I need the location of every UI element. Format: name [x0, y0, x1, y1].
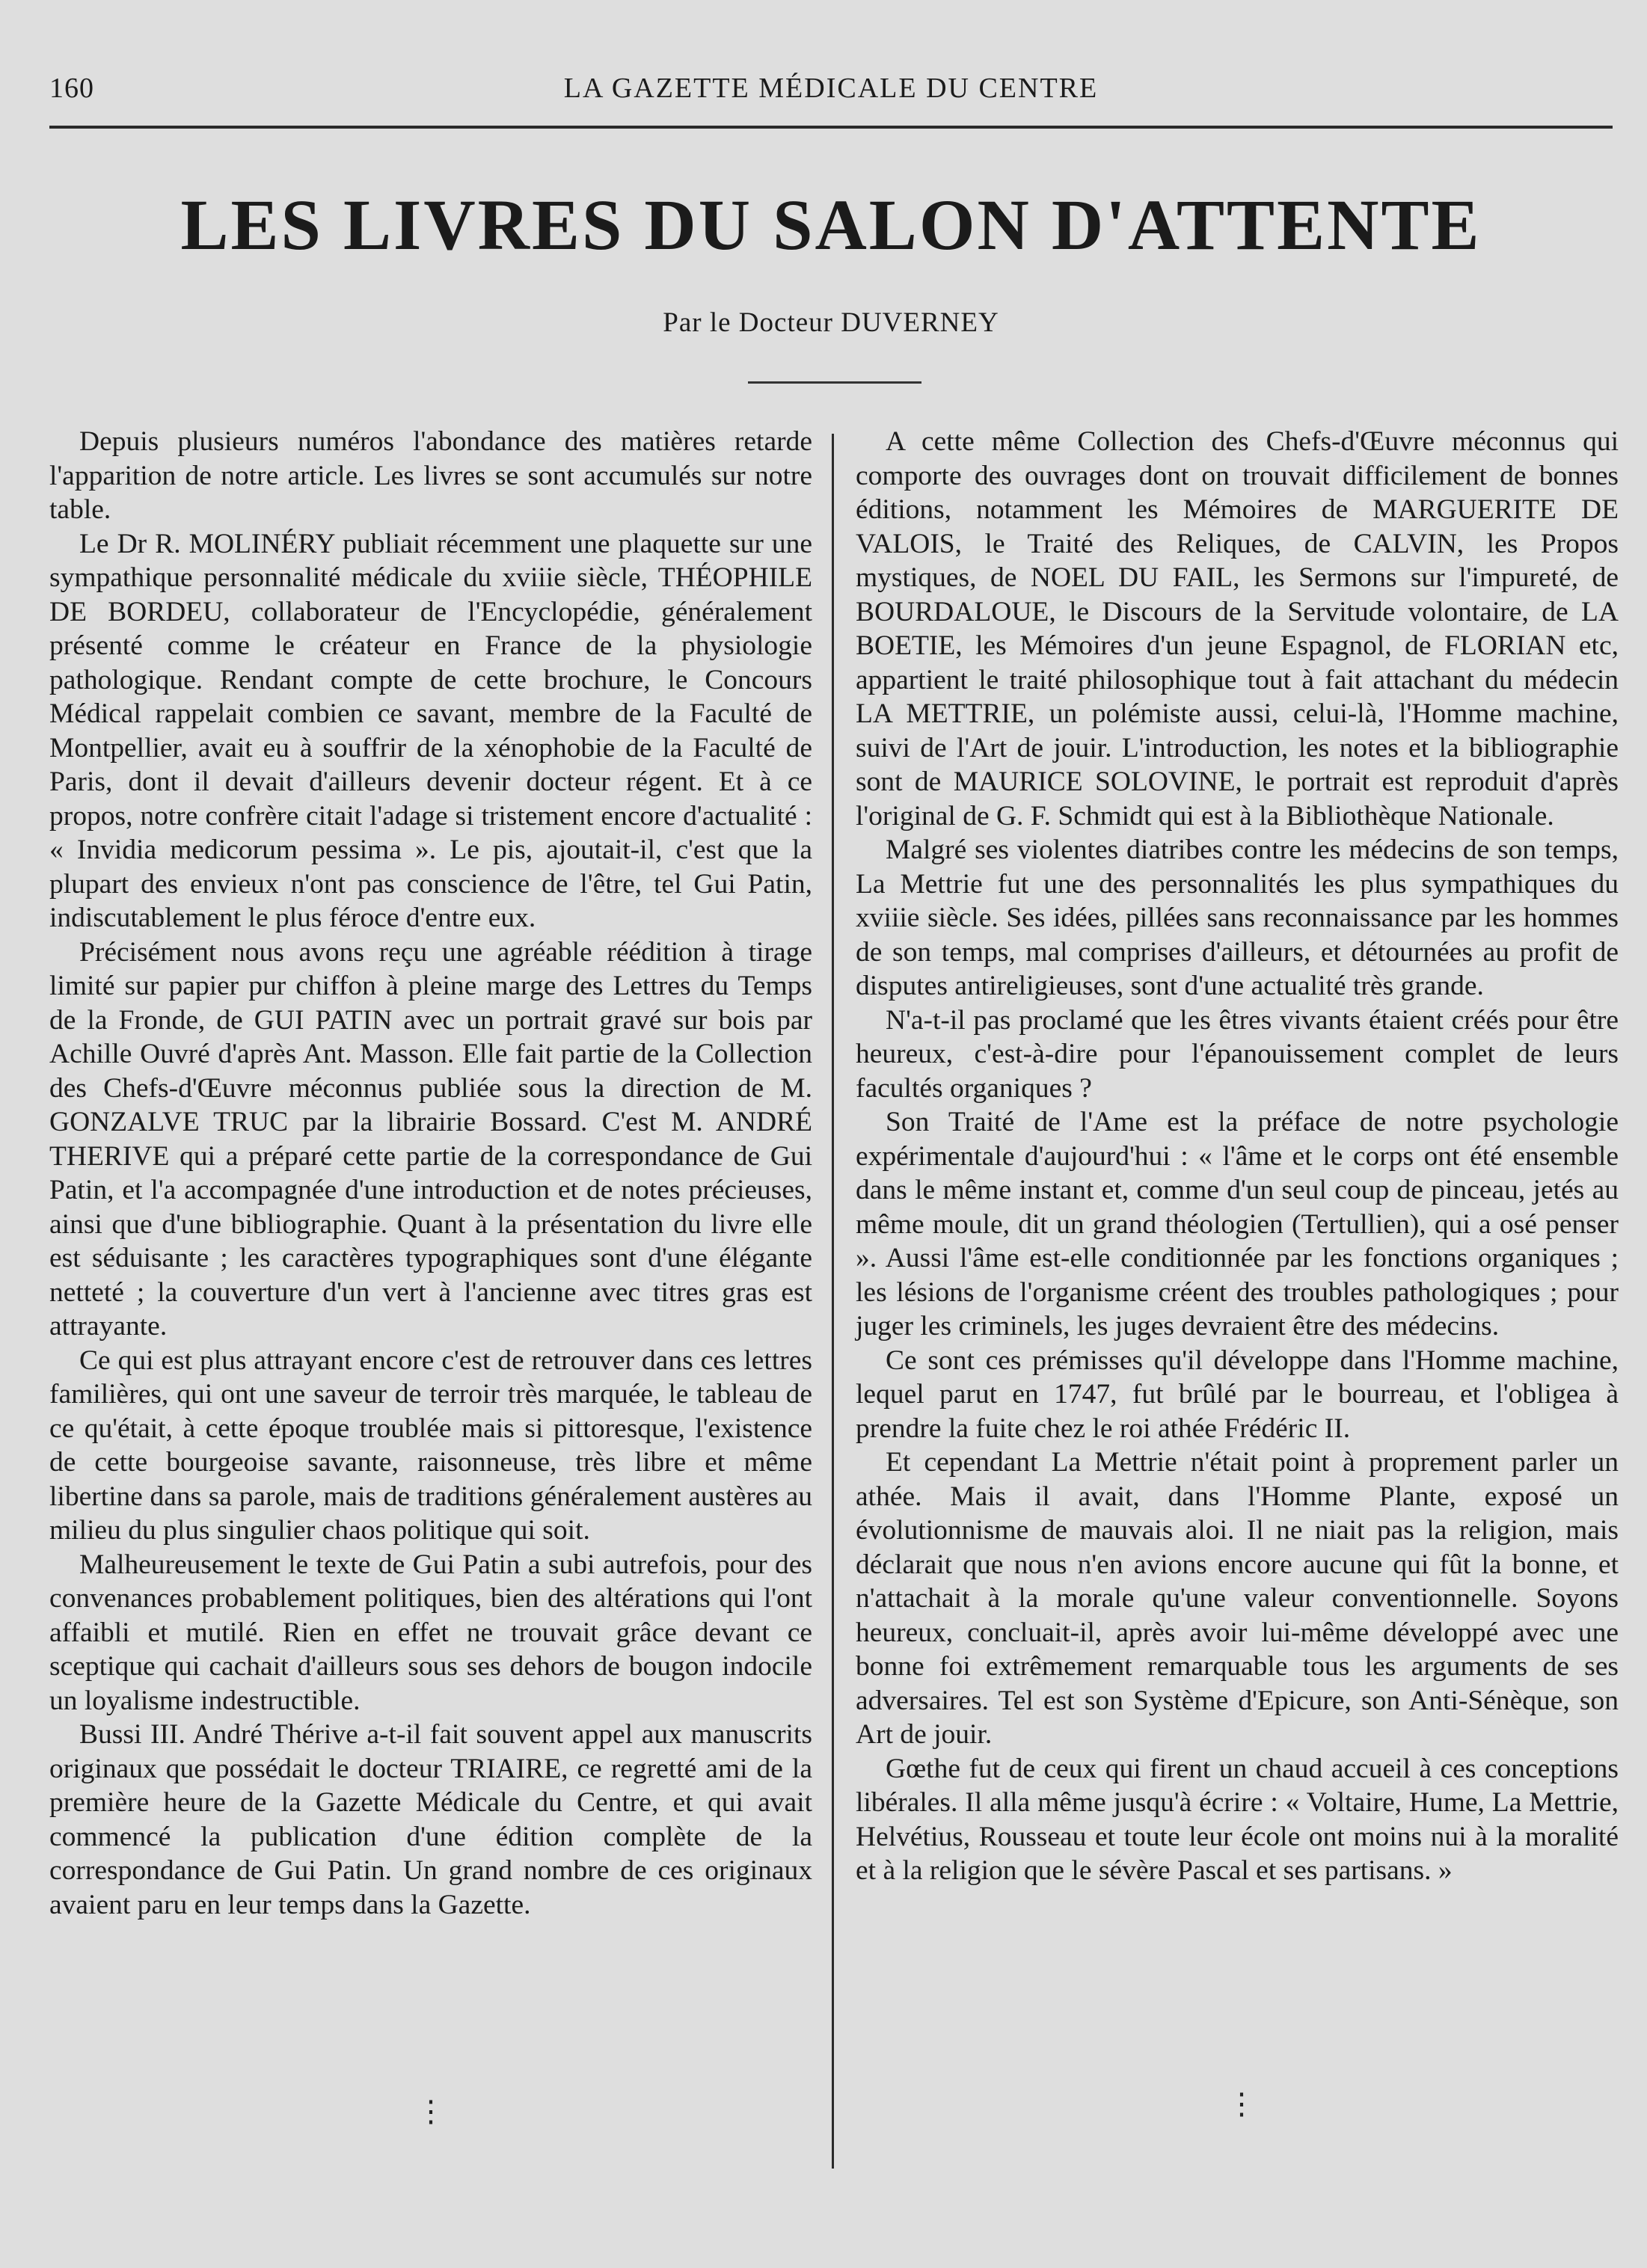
title-rule	[748, 381, 921, 384]
page-number: 160	[49, 73, 94, 104]
paragraph: Précisément nous avons reçu une agréable réédition à tirage limité sur papier pur chiffon à pleine marge des Lettres du Temps de la Fronde, de GUI PATIN avec un portrait gravé sur bois par Achille Ouvré d'après Ant. Masson. Elle fait partie de la Collection des Chefs-d'Œuvre méconnus publiée sous la direction de M. GONZALVE TRUC par la librairie Bossard. C'est M. ANDRÉ THERIVE qui a préparé cette partie de la correspondance de Gui Patin, et l'a accompagnée d'une introduction et de notes précieuses, ainsi que d'une bibliographie. Quant à la présentation du livre elle est séduisante ; les caractères typographiques sont d'une élégante netteté ; la couverture d'un vert à l'ancienne avec titres gras est attrayante.	[49, 936, 812, 1342]
article-title: LES LIVRES DU SALON D'ATTENTE	[180, 185, 1482, 265]
paragraph: Et cependant La Mettrie n'était point à proprement parler un athée. Mais il avait, dans l'Homme Plante, exposé un évolutionnisme de mauvais aloi. Il ne niait pas la religion, mais déclarait que nous n'en avions encore aucune qui fût la bonne, et n'attachait à la morale qu'une valeur conventionnelle. Soyons heureux, concluait-il, après avoir lui-même développé avec une bonne foi extrêmement remarquable tous les arguments de ses adversaires. Tel est son Système d'Epicure, son Anti-Sénèque, son Art de jouir.	[856, 1447, 1619, 1750]
paragraph: Malgré ses violentes diatribes contre les médecins de son temps, La Mettrie fut une des personnalités les plus sympathiques du xviiie siècle. Ses idées, pillées sans reconnaissance par les hommes de son temps, mal comprises d'ailleurs, et détournées au profit de disputes antireligieuses, sont d'une actualité très grande.	[856, 835, 1619, 1001]
paragraph: Ce sont ces prémisses qu'il développe dans l'Homme machine, lequel parut en 1747, fut brûlé par le bourreau, et l'obligea à prendre la fuite chez le roi athée Frédéric II.	[856, 1344, 1619, 1444]
article-byline: Par le Docteur DUVERNEY	[663, 307, 999, 338]
paragraph: Gœthe fut de ceux qui firent un chaud accueil à ces conceptions libérales. Il alla même jusqu'à écrire : « Voltaire, Hume, La Mettrie, Helvétius, Rousseau et toute leur école ont moins nui à la moralité et à la religion que le sévère Pascal et ses partisans. »	[856, 1753, 1619, 1886]
paragraph: N'a-t-il pas proclamé que les êtres vivants étaient créés pour être heureux, c'est-à-dire pour l'épanouissement complet de leurs facultés organiques ?	[856, 1004, 1619, 1104]
header-rule	[49, 126, 1613, 129]
ornament-dots-left: ⋮	[416, 2095, 446, 2128]
paragraph: Ce qui est plus attrayant encore c'est de retrouver dans ces lettres familières, qui ont une saveur de terroir très marquée, le tableau de ce qu'était, à cette époque troublée mais si pittoresque, l'existence de cette bourgeoise savante, raisonneuse, très libre et même libertine dans sa parole, mais de traditions généralement austères au milieu du plus singulier chaos politique qui soit.	[49, 1344, 812, 1546]
paragraph: A cette même Collection des Chefs-d'Œuvre méconnus qui comporte des ouvrages dont on trouvait difficilement de bonnes éditions, notamment les Mémoires de MARGUERITE DE VALOIS, le Traité des Reliques, de CALVIN, les Propos mystiques, de NOEL DU FAIL, les Sermons sur l'impureté, de BOURDALOUE, le Discours de la Servitude volontaire, de LA BOETIE, les Mémoires d'un jeune Espagnol, de FLORIAN etc, appartient le traité philosophique tout à fait attachant du médecin LA METTRIE, un polémiste aussi, celui-là, l'Homme machine, suivi de l'Art de jouir. L'introduction, les notes et la bibliographie sont de MAURICE SOLOVINE, le portrait est reproduit d'après l'original de G. F. Schmidt qui est à la Bibliothèque Nationale.	[856, 426, 1619, 832]
page-header	[49, 72, 1613, 109]
paragraph: Malheureusement le texte de Gui Patin a subi autrefois, pour des convenances probablement politiques, bien des altérations qui l'ont affaibli et mutilé. Rien en effet ne trouvait grâce devant ce sceptique qui cachait d'ailleurs sous ses dehors de bougon indocile un loyalisme indestructible.	[49, 1549, 812, 1716]
paragraph: Depuis plusieurs numéros l'abondance des matières retarde l'apparition de notre article. Les livres se sont accumulés sur notre table.	[49, 426, 812, 525]
left-column	[49, 425, 812, 1922]
paragraph: Son Traité de l'Ame est la préface de notre psychologie expérimentale d'aujourd'hui : « l'âme et le corps ont été ensemble dans le même instant et, comme d'un seul coup de pinceau, jetés au même moule, dit un grand théologien (Tertullien), qui a osé penser ». Aussi l'âme est-elle conditionnée par les fonctions organiques ; les lésions de l'organisme créent des troubles pathologiques ; pour juger les criminels, les juges devraient être des médecins.	[856, 1107, 1619, 1342]
ornament-dots-right: ⋮	[1227, 2087, 1257, 2121]
running-title: LA GAZETTE MÉDICALE DU CENTRE	[563, 73, 1099, 104]
column-divider	[832, 434, 834, 2169]
paragraph: Le Dr R. MOLINÉRY publiait récemment une plaquette sur une sympathique personnalité médicale du xviiie siècle, THÉOPHILE DE BORDEU, collaborateur de l'Encyclopédie, généralement présenté comme le créateur en France de la physiologie pathologique. Rendant compte de cette brochure, le Concours Médical rappelait combien ce savant, membre de la Faculté de Montpellier, avait eu à souffrir de la xénophobie de la Faculté de Paris, dont il devait d'ailleurs devenir docteur régent. Et à ce propos, notre confrère citait l'adage si tristement encore d'actualité : « Invidia medicorum pessima ». Le pis, ajoutait-il, c'est que la plupart des envieux n'ont pas conscience de l'être, tel Gui Patin, indiscutablement le plus féroce d'entre eux.	[49, 528, 812, 933]
paragraph: Bussi III. André Thérive a-t-il fait souvent appel aux manuscrits originaux que possédait le docteur TRIAIRE, ce regretté ami de la première heure de la Gazette Médicale du Centre, et qui avait commencé la publication d'une édition complète de la correspondance de Gui Patin. Un grand nombre de ces originaux avaient paru en leur temps dans la Gazette.	[49, 1719, 812, 1920]
right-column	[856, 425, 1619, 1888]
